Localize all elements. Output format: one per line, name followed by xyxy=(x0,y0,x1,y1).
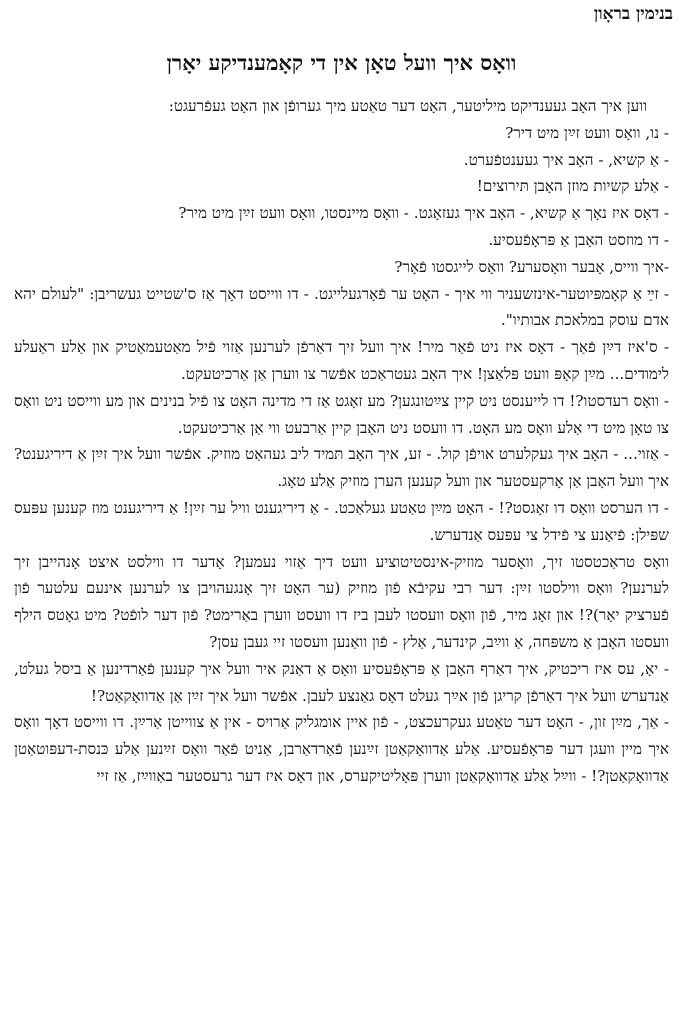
paragraph: -איך ווייס, אָבער וואָסערע? וואָס לייגסטו פֿאָר? xyxy=(394,257,669,276)
story-body xyxy=(14,93,669,1020)
paragraph: - אַזוי... - האָב איך געקלערט אויפֿן קול. - זע, איך האָב תּמיד ליב געהאַט מוזיק. אפֿשר וועל איך זײַן אַ דיריגענט? איך וועל האָבן אַן אָרקעסטער און וועל קענען הערן מוזיק אַלע טאָג. xyxy=(14,445,669,491)
paragraph: - דאָס איז נאָך אַ קשיא, - האָב איך געזאָגט. - וואָס מיינסטו, וואָס וועט זײַן מיט מיר? xyxy=(178,204,669,223)
paragraph: - וואָס רעדסטו?! דו לייענסט ניט קיין צײַטונגען? מע זאָגט אַז די מדינה האָט צו פֿיל בנינים און מע ווייסט ניט וואָס צו טאָן מיט די אַלע וואָס מע האָט. דו וועסט ניט האָבן קיין אַרבעט ווי אַן אַרכיטעקט. xyxy=(14,391,669,437)
paragraph: ווען איך האָב געענדיקט מיליטער, האָט דער טאַטע מיך גערופֿן און האָט געפֿרעגט: xyxy=(168,97,647,115)
paragraph: וואָס טראַכטסטו זיך, וואָסער מוזיק-אינסטיטוציע וועט דיך אַזוי נעמען? אָדער דו ווילסט איצט אָנהייבן זיך לערנען? וואָס ווילסטו זײַן: דער רבי עקיבֿא פֿון מוזיק (ער האָט זיך אָנגעהויבן צו לערנען אינעם עלטער פֿון פֿערציק יאָר)?! און זאָג מיר, פֿון וואָס וועסטו לעבן ביז דו וועסט ווערן באַרימט? פֿון דער לופֿט? מיט גאָטס הילף וועסטו האָבן אַ משפּחה, אַ ווײַב, קינדער, אַלץ - פֿון וואַנען וועסטו זיי געבן עסן? xyxy=(14,552,669,651)
paragraph: - ס'איז דײַן פֿאַך - דאָס איז ניט פֿאַר מיר! איך וועל זיך דאַרפֿן לערנען אַזוי פֿיל מאַטעמאַטיק און אַלע ראַעלע לימודים... מײַן קאָפּ וועט פּלאַצן! איך האָב געטראַכט אפֿשר צו ווערן אַן אַרכיטעקט. xyxy=(14,338,669,383)
paragraph: - אַלע קשיות מוזן האָבן תּירוצים! xyxy=(476,177,669,196)
paragraph: - אַך, מײַן זון, - האָט דער טאַטע געקרעכצט, - פֿון איין אומגליק אַרויס - אין אַ צווייטן אַרײַן. דו ווייסט דאָך וואָס איך מיין וועגן דער פּראָפֿעסיע. אַלע אַדוואָקאַטן זײַנען פֿאַרדאַרבן, אַניט פֿאַר וואָס זײַנען אַלע כּנסת-דעפּוטאַטן אַדוואָקאַטן?! - ווײַל אַלע אַדוואָקאַטן ווערן פּאָליטיקערס, און דאָס איז דער גרעסטער באַווײַז, אַז זיי xyxy=(14,713,669,785)
paragraph: - דו מוזסט האָבן אַ פּראָפֿעסיע. xyxy=(488,230,669,249)
paragraph: - נו, וואָס וועט זײַן מיט דיר? xyxy=(505,123,669,142)
paragraph: - זײַ אַ קאָמפּיוטער-אינזשעניר ווי איך - האָט ער פֿאָרגעלייגט. - דו ווייסט דאָך אַז ס'שטייט געשריבן: "לעולם יהא אדם עוסק במלאכת אבותיו". xyxy=(14,284,669,330)
paragraph: - יאָ, עס איז ריכטיק, איך דאַרף האָבן אַ פּראָפֿעסיע וואָס אַ דאַנק איר וועל איך קענען פֿאַרדינען אַ ביסל געלט, אַנדערש וועל איך דאַרפֿן קריגן פֿון אײַך געלט דאָס גאַנצע לעבן. אפֿשר וועל איך זײַן אַן אַדוואָקאַט?! xyxy=(14,659,669,705)
paragraph: - דו הערסט וואָס דו זאָגסט?! - האָט מײַן טאַטע געלאַכט. - אַ דיריגענט וויל ער זײַן! אַ דיריגענט מוז קענען עפּעס שפּילן: פֿיאַנע צי פֿידל צי עפּעס אַנדערש. xyxy=(14,498,669,544)
paragraph: - אַ קשיא, - האָב איך געענטפֿערט. xyxy=(463,150,669,169)
author-name: בנימין בראָון xyxy=(593,4,673,24)
story-title: וואָס איך וועל טאָן אין די קאָמענדיקע יאָרן xyxy=(166,50,517,75)
